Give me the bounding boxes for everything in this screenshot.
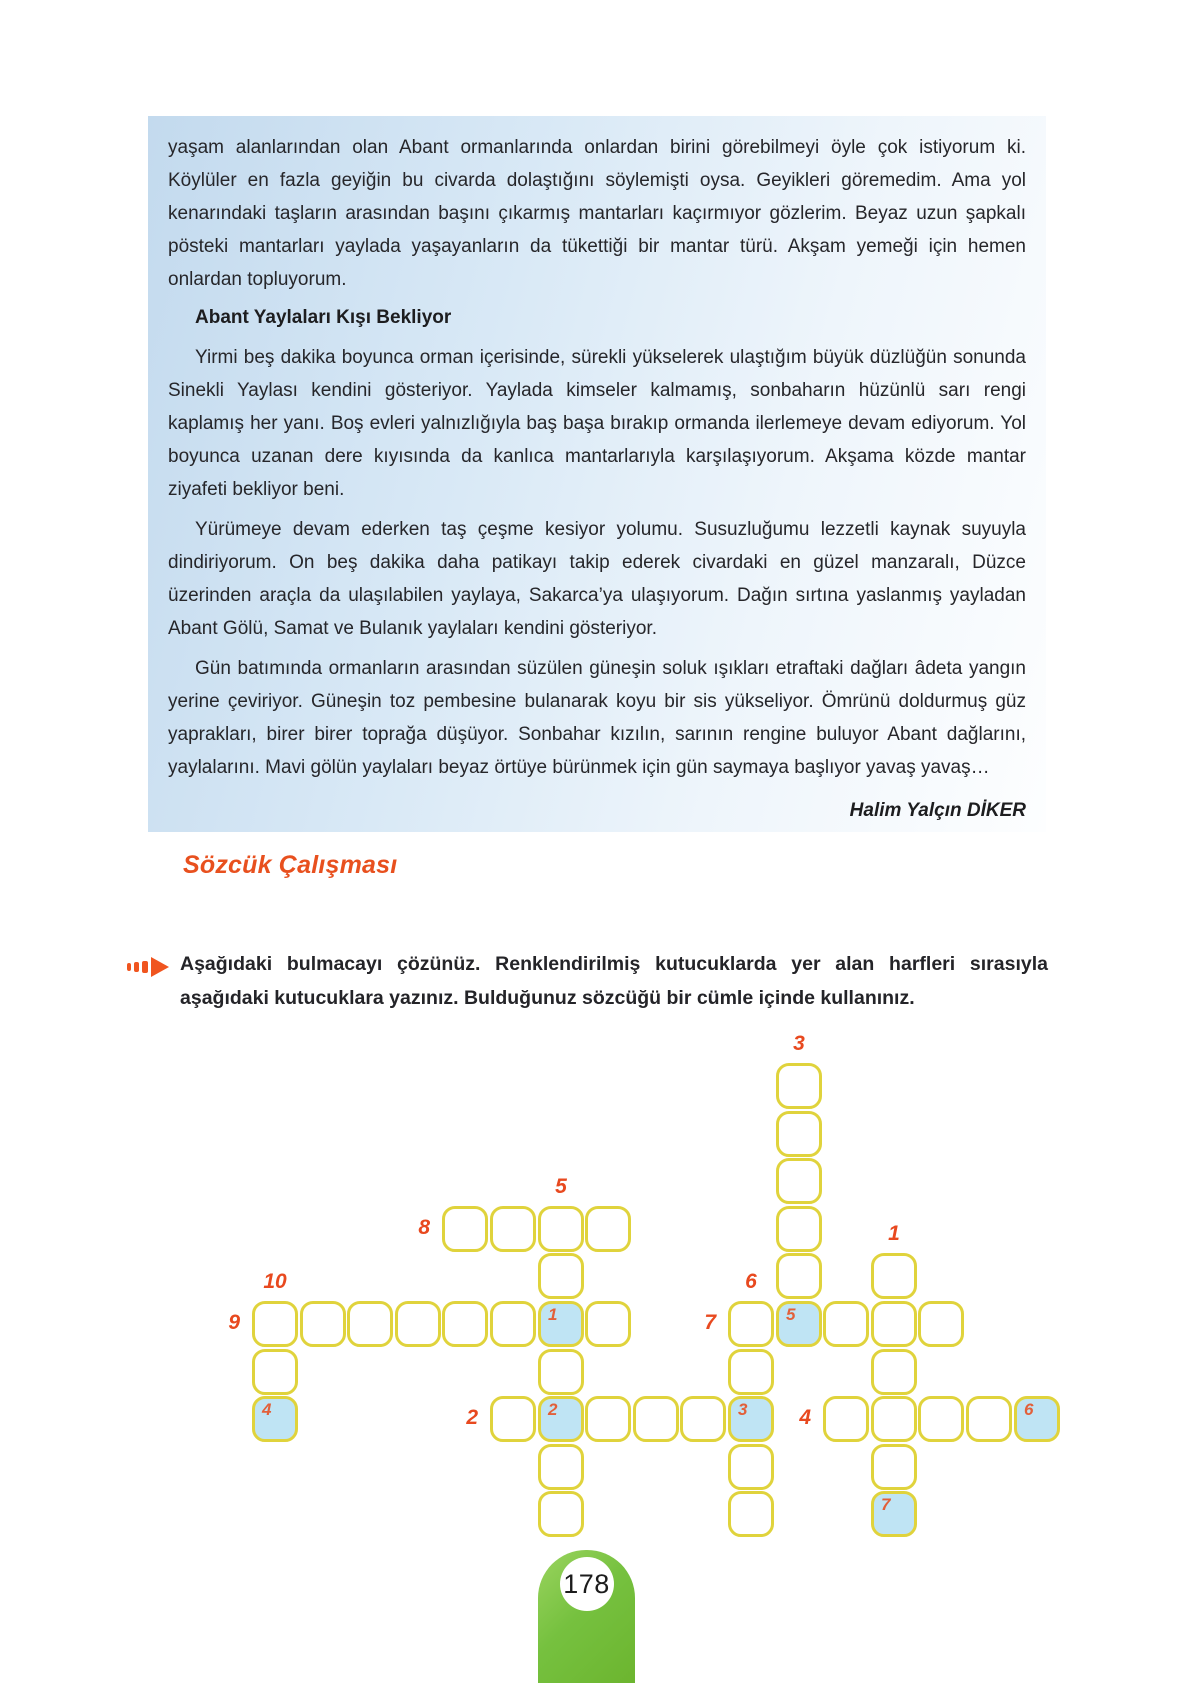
crossword-cell xyxy=(395,1301,441,1347)
crossword-cell-highlighted xyxy=(252,1396,298,1442)
crossword-cell xyxy=(538,1206,584,1252)
crossword-cell xyxy=(490,1396,536,1442)
crossword-cell xyxy=(728,1301,774,1347)
crossword-cell xyxy=(680,1396,726,1442)
instruction-text: Aşağıdaki bulmacayı çözünüz. Renklendirilmiş kutucuklarda yer alan harfleri sırasıyla aşağıdaki kutucuklara yazınız. Bulduğunuz sözcüğü bir cümle içinde kullanınız. xyxy=(180,953,1048,1009)
page-number-badge xyxy=(538,1550,635,1683)
crossword-cell-highlighted xyxy=(871,1491,917,1537)
cell-sequence-number: 6 xyxy=(1024,1400,1034,1419)
passage-paragraph-3: Yürümeye devam ederken taş çeşme kesiyor yolumu. Susuzluğumu lezzetli kaynak suyuyla dindiriyorum. On beş dakika daha patikayı takip ederek civardaki en güzel manzaralı, Düzce üzerinden araçla da ulaşılabilen yaylaya, Sakarca’ya ulaşıyorum. Dağın sırtına yaslanmış yayladan Abant Gölü, Samat ve Bulanık yaylaları kendini gösteriyor. xyxy=(168,519,1026,639)
page-number-circle xyxy=(560,1557,614,1611)
crossword-cell xyxy=(585,1396,631,1442)
crossword-cell xyxy=(871,1396,917,1442)
cell-sequence-number: 3 xyxy=(738,1400,748,1419)
passage-heading: Abant Yaylaları Kışı Bekliyor xyxy=(195,307,452,328)
cell-sequence-number: 4 xyxy=(262,1400,272,1419)
cell-sequence-number: 2 xyxy=(548,1400,558,1419)
crossword-cell xyxy=(871,1301,917,1347)
crossword-cell xyxy=(490,1301,536,1347)
crossword-cell xyxy=(585,1206,631,1252)
clue-number-label: 6 xyxy=(745,1270,757,1293)
clue-number-label: 10 xyxy=(263,1270,287,1293)
crossword-cell-highlighted xyxy=(1014,1396,1060,1442)
crossword-cell xyxy=(347,1301,393,1347)
crossword-cell xyxy=(538,1253,584,1299)
clue-number-label: 5 xyxy=(555,1175,567,1198)
crossword-cell xyxy=(728,1349,774,1395)
clue-number-label: 1 xyxy=(888,1222,900,1245)
passage-author: Halim Yalçın DİKER xyxy=(849,800,1026,821)
crossword-cell-highlighted xyxy=(538,1301,584,1347)
clue-number-label: 7 xyxy=(704,1311,716,1334)
page-number: 178 xyxy=(563,1568,610,1599)
crossword-cell xyxy=(538,1444,584,1490)
clue-number-label: 3 xyxy=(793,1032,805,1055)
crossword-cell xyxy=(966,1396,1012,1442)
crossword-cell xyxy=(776,1063,822,1109)
crossword-cell xyxy=(728,1491,774,1537)
clue-number-label: 4 xyxy=(799,1406,811,1429)
crossword-cell xyxy=(823,1301,869,1347)
cell-sequence-number: 1 xyxy=(548,1305,558,1324)
clue-number-label: 8 xyxy=(418,1216,430,1239)
crossword-cell xyxy=(776,1158,822,1204)
crossword-cell xyxy=(442,1301,488,1347)
crossword-cell xyxy=(442,1206,488,1252)
crossword-cell xyxy=(871,1349,917,1395)
crossword-cell xyxy=(633,1396,679,1442)
passage-paragraph-4: Gün batımında ormanların arasından süzülen güneşin soluk ışıkları etraftaki dağları âdeta yangın yerine çeviriyor. Güneşin toz pembesine bulanarak koyu bir sis yükseliyor. Ömrünü doldurmuş güz yaprakları, birer birer toprağa düşüyor. Sonbahar kızılın, sarının rengine buluyor Abant dağlarını, yaylalarını. Mavi gölün yaylaları beyaz örtüye bürünmek için gün saymaya başlıyor yavaş yavaş… xyxy=(168,658,1026,778)
passage-paragraph-1: yaşam alanlarından olan Abant ormanlarında onlardan birini görebilmeyi öyle çok istiyorum ki. Köylüler en fazla geyiğin bu civarda dolaştığını söylemişti oysa. Geyikleri göremedim. Ama yol kenarındaki taşların arasından başını çıkarmış mantarları kaçırmıyor gözlerim. Beyaz uzun şapkalı pösteki mantarları yaylada yaşayanların da tükettiği bir mantar türü. Akşam yemeği için hemen onlardan topluyorum. xyxy=(168,137,1026,290)
clue-number-label: 9 xyxy=(228,1311,240,1334)
crossword-cell xyxy=(252,1349,298,1395)
clue-number-label: 2 xyxy=(466,1406,478,1429)
crossword-cell xyxy=(585,1301,631,1347)
crossword-cell xyxy=(252,1301,298,1347)
crossword-cell xyxy=(871,1253,917,1299)
crossword-cell xyxy=(823,1396,869,1442)
cell-sequence-number: 5 xyxy=(786,1305,796,1324)
crossword-cell-highlighted xyxy=(538,1396,584,1442)
crossword-cell xyxy=(776,1253,822,1299)
section-heading: Sözcük Çalışması xyxy=(183,851,398,879)
crossword-cell-highlighted xyxy=(776,1301,822,1347)
passage-paragraph-2: Yirmi beş dakika boyunca orman içerisinde, sürekli yükselerek ulaştığım büyük düzlüğün sonunda Sinekli Yaylası kendini gösteriyor. Yaylada kimseler kalmamış, sonbaharın hüzünlü sarı rengi kaplamış her yanı. Boş evleri yalnızlığıyla baş başa bırakıp ormanda ilerlemeye devam ediyorum. Yol boyunca uzanan dere kıyısında da kanlıca mantarlarıyla karşılaşıyorum. Akşama közde mantar ziyafeti bekliyor beni. xyxy=(168,347,1026,500)
crossword-cell xyxy=(776,1206,822,1252)
crossword-cell xyxy=(918,1396,964,1442)
crossword-cell xyxy=(538,1349,584,1395)
crossword-cell xyxy=(300,1301,346,1347)
crossword-cell xyxy=(538,1491,584,1537)
cell-sequence-number: 7 xyxy=(881,1495,891,1514)
crossword-cell xyxy=(918,1301,964,1347)
crossword-cell xyxy=(776,1111,822,1157)
crossword-cell xyxy=(490,1206,536,1252)
crossword-cell xyxy=(728,1444,774,1490)
crossword-cell xyxy=(871,1444,917,1490)
